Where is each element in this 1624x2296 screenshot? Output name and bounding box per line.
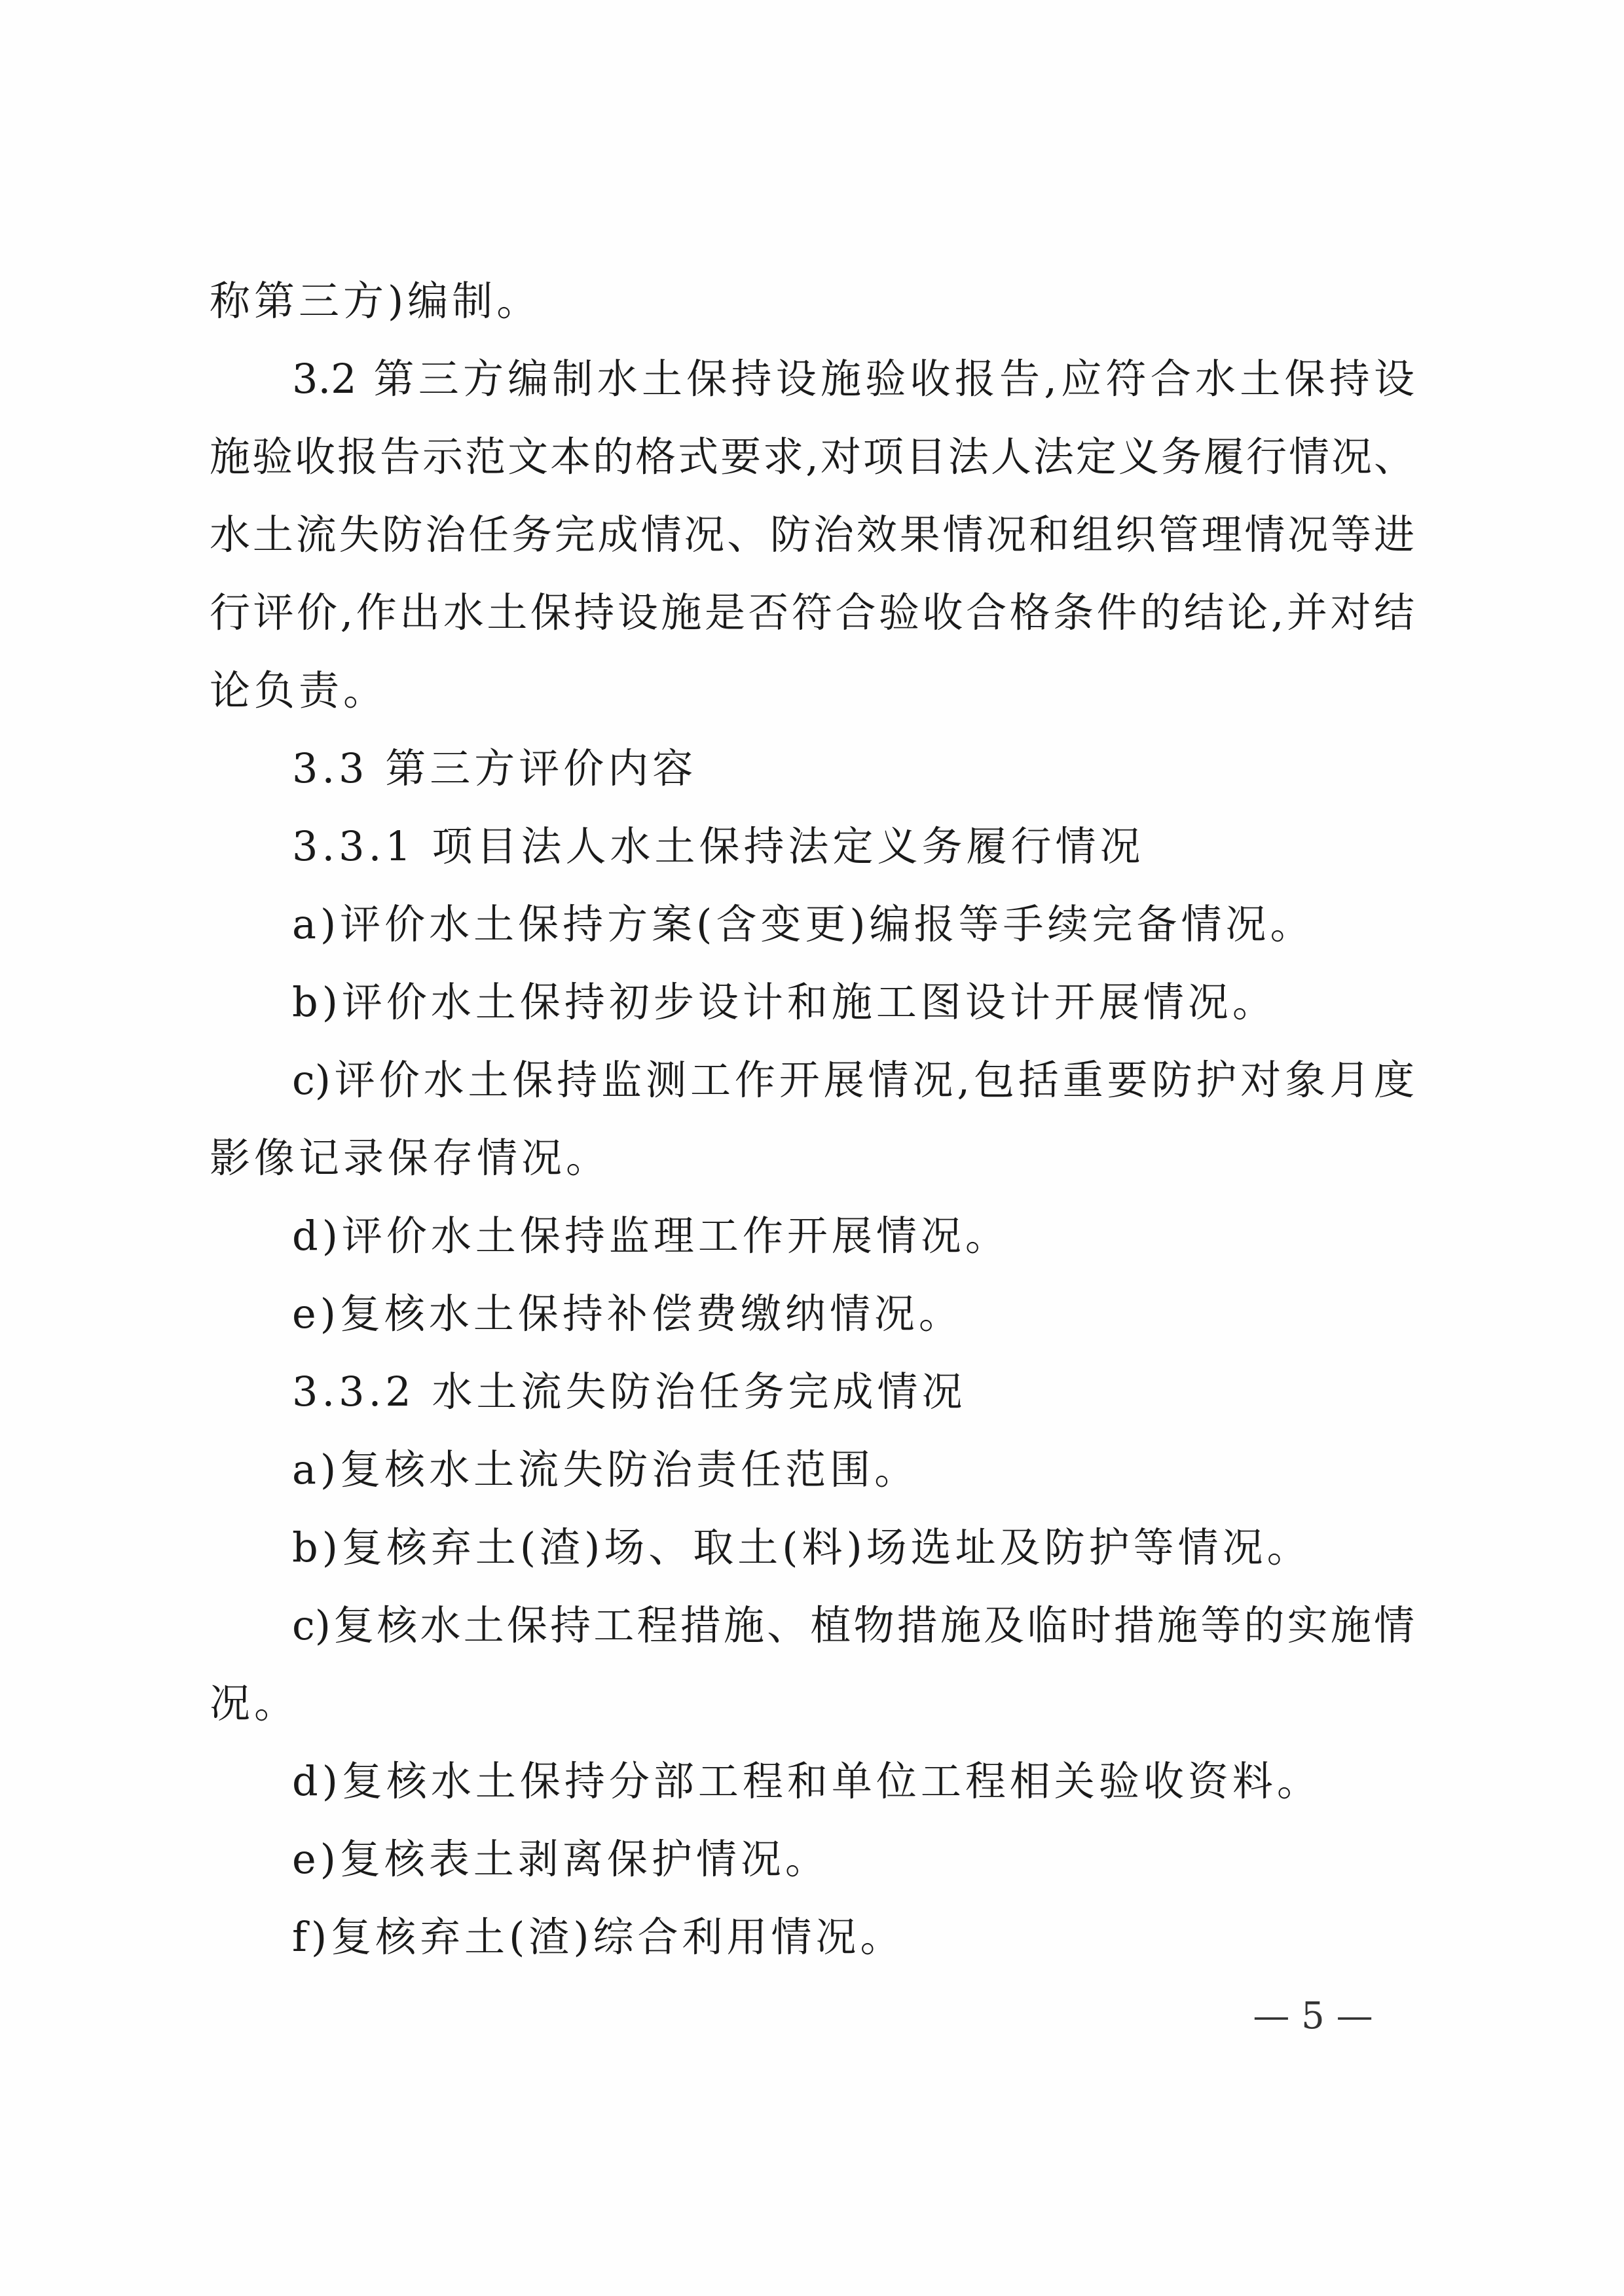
list-item: a)评价水土保持方案(含变更)编报等手续完备情况。: [292, 900, 1315, 948]
text-line: 称第三方)编制。: [210, 277, 542, 325]
page-number: — 5 —: [1253, 1995, 1373, 2037]
text-line: 水土流失防治任务完成情况、防治效果情况和组织管理情况等进: [210, 511, 1414, 558]
subsection-heading: 3.3.1 项目法人水土保持法定义务履行情况: [292, 822, 1145, 870]
text-line: 况。: [210, 1679, 299, 1727]
list-item: e)复核表土剥离保护情况。: [292, 1835, 830, 1883]
list-item: a)复核水土流失防治责任范围。: [292, 1446, 919, 1493]
section-heading: 3.3 第三方评价内容: [292, 744, 697, 792]
list-item: c)评价水土保持监测工作开展情况,包括重要防护对象月度: [292, 1056, 1414, 1104]
list-item: b)评价水土保持初步设计和施工图设计开展情况。: [292, 978, 1277, 1026]
text-line: 论负责。: [210, 666, 388, 714]
document-body: [210, 262, 1414, 1976]
text-line: 影像记录保存情况。: [210, 1134, 611, 1182]
text-line: 行评价,作出水土保持设施是否符合验收合格条件的结论,并对结: [210, 589, 1414, 636]
subsection-heading: 3.3.2 水土流失防治任务完成情况: [292, 1368, 967, 1415]
list-item: d)评价水土保持监理工作开展情况。: [292, 1212, 1010, 1260]
list-item: d)复核水土保持分部工程和单位工程相关验收资料。: [292, 1757, 1321, 1805]
text-line: 施验收报告示范文本的格式要求,对项目法人法定义务履行情况、: [210, 433, 1414, 481]
list-item: e)复核水土保持补偿费缴纳情况。: [292, 1290, 963, 1338]
text-line: 3.2 第三方编制水土保持设施验收报告,应符合水土保持设: [292, 355, 1414, 403]
list-item: b)复核弃土(渣)场、取土(料)场选址及防护等情况。: [292, 1523, 1312, 1571]
list-item: f)复核弃土(渣)综合利用情况。: [292, 1913, 905, 1961]
list-item: c)复核水土保持工程措施、植物措施及临时措施等的实施情: [292, 1601, 1414, 1649]
